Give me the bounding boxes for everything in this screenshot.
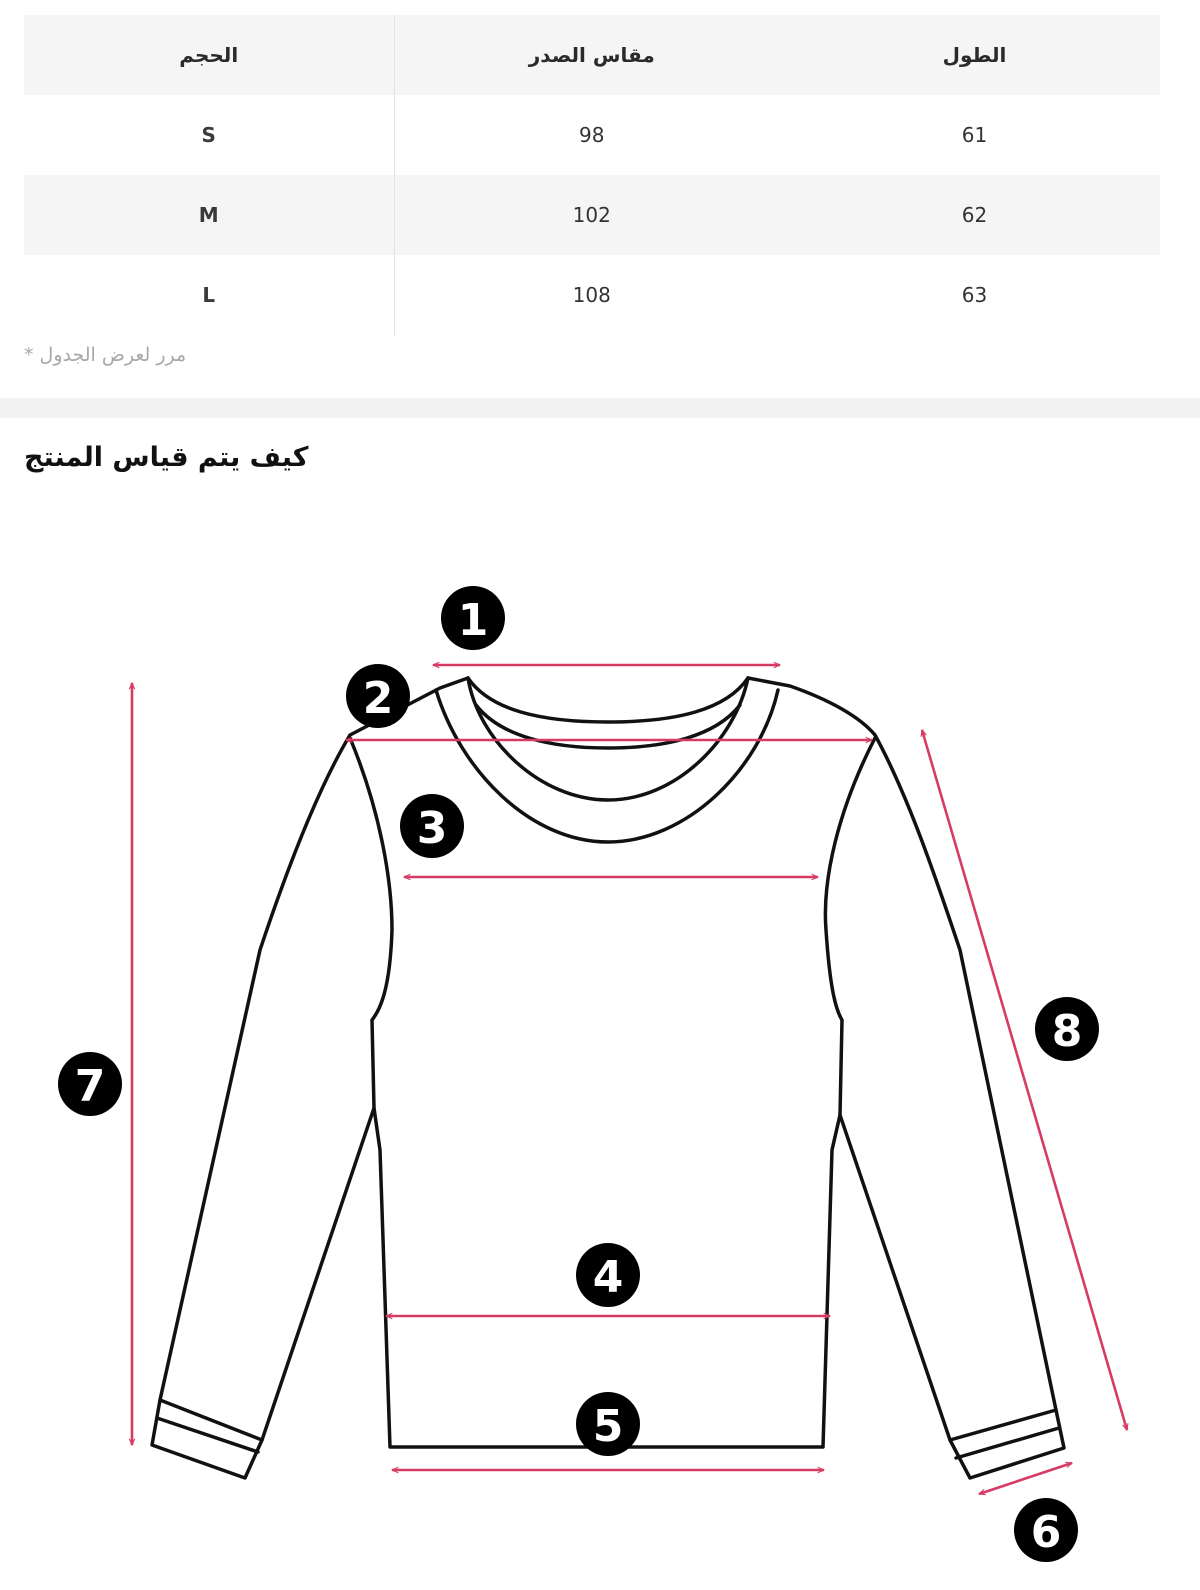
- table-row: [24, 95, 1160, 175]
- section-divider: [0, 398, 1200, 418]
- size-chart-table: [24, 15, 1161, 335]
- length-value: 62: [961, 203, 988, 227]
- marker-6: [1014, 1498, 1078, 1562]
- marker-4: [576, 1243, 640, 1307]
- svg-text:7: 7: [74, 1061, 106, 1112]
- svg-text:3: 3: [416, 803, 448, 854]
- scroll-hint: مرر لعرض الجدول *: [24, 344, 187, 366]
- size-value: S: [24, 95, 394, 175]
- marker-2: [346, 664, 410, 728]
- marker-1: [441, 586, 505, 650]
- arrow-sleeve-length: [922, 730, 1127, 1430]
- header-size: الحجم: [24, 15, 394, 95]
- header-length: الطول: [942, 43, 1007, 67]
- table-header-row: [24, 15, 1160, 95]
- sweater-outline: [152, 678, 1064, 1478]
- chest-value: 102: [572, 203, 611, 227]
- section-title: كيف يتم قياس المنتج: [24, 442, 309, 473]
- marker-8: [1035, 997, 1099, 1061]
- svg-text:1: 1: [457, 595, 489, 646]
- svg-text:8: 8: [1051, 1006, 1083, 1057]
- header-chest: مقاس الصدر: [528, 43, 655, 67]
- size-value: L: [24, 255, 394, 335]
- length-value: 63: [961, 283, 988, 307]
- arrow-cuff-width: [979, 1463, 1072, 1494]
- measurement-arrows: [132, 665, 1127, 1494]
- table-row: [24, 255, 1160, 335]
- marker-7: [58, 1052, 122, 1116]
- size-value: M: [24, 175, 394, 255]
- svg-text:2: 2: [362, 673, 394, 724]
- table-row: [24, 175, 1160, 255]
- chest-value: 98: [579, 123, 605, 147]
- svg-text:6: 6: [1030, 1507, 1062, 1558]
- length-value: 61: [961, 123, 988, 147]
- chest-value: 108: [572, 283, 611, 307]
- svg-text:4: 4: [592, 1252, 624, 1303]
- marker-5: [576, 1392, 640, 1456]
- sweater-measurement-diagram: [0, 560, 1200, 1590]
- svg-text:5: 5: [592, 1401, 624, 1452]
- marker-3: [400, 794, 464, 858]
